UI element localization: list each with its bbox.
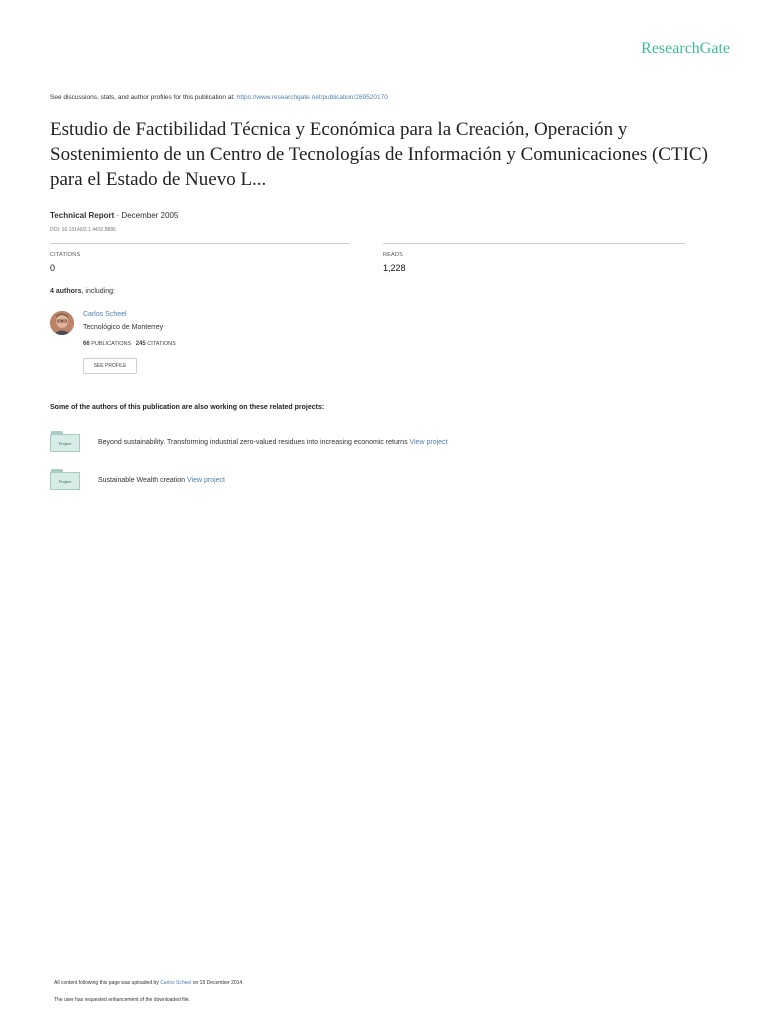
author-name-link[interactable]: Carlos Scheel [83,311,127,318]
discussion-line [50,94,388,101]
see-profile-button[interactable]: SEE PROFILE [83,358,137,374]
project-folder-label: Project [58,440,72,446]
publication-type: Technical Report [50,211,115,220]
author-photo-icon [50,311,74,335]
author-citations-count: 245 [135,341,146,347]
publication-doi: DOI: 10.13140/2.1.4432.8886 [50,227,116,233]
authors-heading [50,288,115,295]
citations-divider [50,243,350,244]
authors-suffix: , including: [81,288,115,295]
reads-label: READS [383,252,403,258]
author-citations-label: CITATIONS [147,341,176,347]
publication-meta [50,211,178,220]
upload-note [54,980,244,986]
reads-divider [383,243,685,244]
enhancement-note: The user has requested enhancement of the downloaded file. [54,997,190,1003]
discussion-prefix: See discussions, stats, and author profiles for this publication at: [50,94,235,101]
reads-value: 1,228 [383,263,406,273]
researchgate-logo[interactable]: ResearchGate [641,40,730,57]
view-project-link[interactable]: View project [187,476,226,484]
citations-value: 0 [50,263,56,273]
author-institution: Tecnológico de Monterrey [83,324,164,331]
project-description [98,439,448,446]
publication-url-link[interactable]: https://www.researchgate.net/publication/269520170 [236,94,388,101]
author-publications-label: PUBLICATIONS [91,341,132,347]
meta-separator: · [114,211,122,220]
author-stats [83,341,176,347]
upload-prefix: All content following this page was uploaded by [54,980,159,986]
project-folder-icon[interactable] [50,431,80,453]
project-title: Sustainable Wealth creation [98,476,186,484]
uploader-link[interactable]: Carlos Scheel [160,980,192,986]
project-folder-label: Project [58,478,72,484]
citations-label: CITATIONS [50,252,81,258]
project-description [98,477,225,484]
publication-date: December 2005 [121,211,179,220]
project-title: Beyond sustainability. Transforming industrial zero-valued residues into increasing economic returns [98,438,408,446]
project-folder-icon[interactable] [50,469,80,491]
project-item [50,429,448,455]
view-project-link[interactable]: View project [409,438,448,446]
author-publications-count: 66 [83,341,90,347]
upload-suffix: on 15 December 2014. [192,980,244,986]
related-projects-heading: Some of the authors of this publication are also working on these related projects: [50,404,325,411]
authors-count: 4 authors [50,288,82,295]
publication-title: Estudio de Factibilidad Técnica y Económica para la Creación, Operación y Sostenimiento de un Centro de Tecnologías de Información y Comunicaciones (CTIC) para el Estado de Nuevo L... [50,119,708,190]
author-avatar[interactable] [50,311,74,335]
project-item [50,467,225,493]
